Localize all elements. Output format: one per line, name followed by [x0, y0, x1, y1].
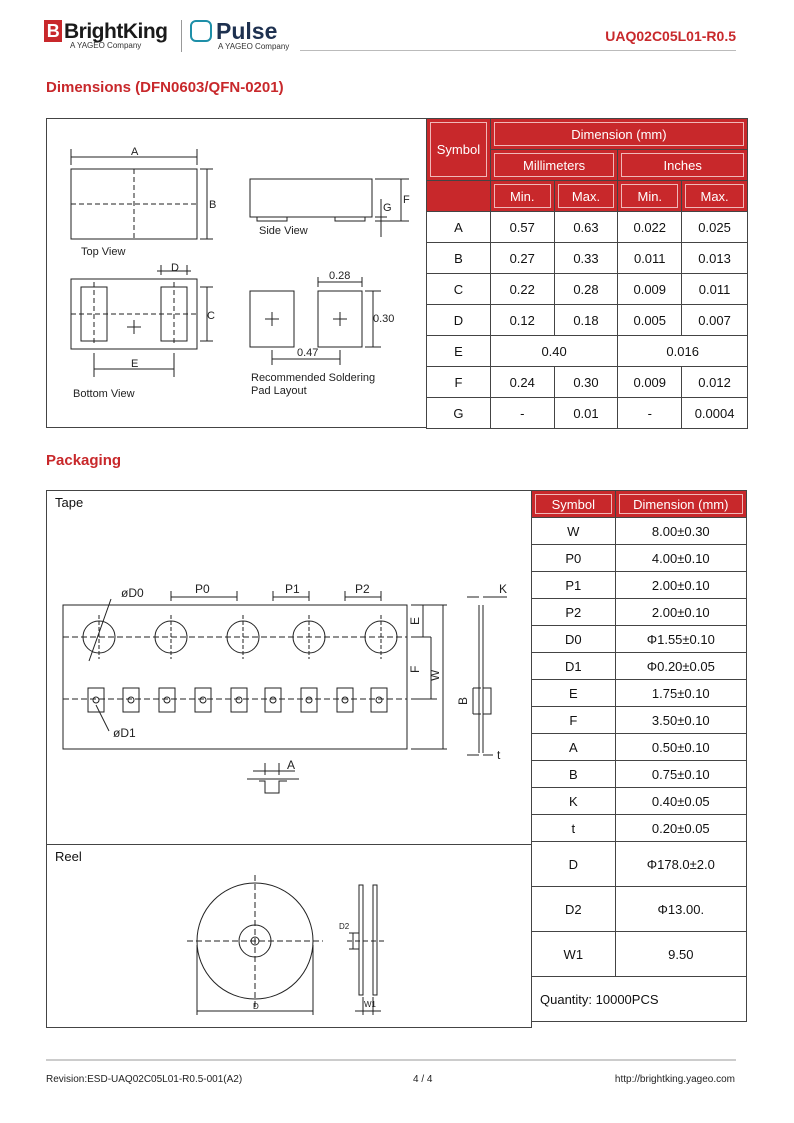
tape-f-label: F	[408, 665, 422, 673]
tape-d0-label: øD0	[121, 586, 144, 600]
row-in-min: 0.009	[618, 274, 682, 305]
tape-w-label: W	[428, 669, 442, 681]
pad-h-label: 0.30	[373, 313, 395, 325]
dim-g-label: G	[383, 202, 392, 214]
tape-d1-label: øD1	[113, 726, 136, 740]
row-in-max: 0.0004	[682, 398, 748, 429]
tape-drawing	[47, 491, 531, 844]
bottom-view-label: Bottom View	[73, 388, 135, 400]
dim-mm-header: Millimeters	[490, 150, 618, 181]
row-mm-max: 0.30	[554, 367, 618, 398]
footer-rule	[46, 1059, 736, 1061]
table-row	[427, 243, 748, 274]
tape-e-label: E	[408, 616, 422, 625]
table-row	[532, 815, 747, 842]
pulse-name: Pulse	[216, 18, 278, 44]
table-row	[427, 336, 748, 367]
row-value: 0.50±0.10	[615, 734, 746, 761]
footer-url[interactable]: http://brightking.yageo.com	[614, 1074, 735, 1085]
row-symbol: A	[532, 734, 616, 761]
row-in-max: 0.007	[682, 305, 748, 336]
dim-symbol-header: Symbol	[427, 119, 491, 181]
row-symbol: D	[427, 305, 491, 336]
tape-t-label: t	[497, 748, 501, 762]
row-in-min: -	[618, 398, 682, 429]
row-symbol: C	[427, 274, 491, 305]
row-symbol: G	[427, 398, 491, 429]
table-row	[532, 788, 747, 815]
pad-pitch-label: 0.47	[297, 347, 319, 359]
row-symbol: E	[427, 336, 491, 367]
row-symbol: D0	[532, 626, 616, 653]
pad-layout-label-1: Recommended Soldering	[251, 372, 376, 384]
row-symbol: B	[532, 761, 616, 788]
quantity-cell: Quantity: 10000PCS	[532, 977, 747, 1022]
logo-divider	[181, 20, 182, 52]
dim-d-label: D	[171, 262, 179, 274]
table-row	[532, 734, 747, 761]
dim-blank-header	[427, 181, 491, 212]
row-in-max: 0.012	[682, 367, 748, 398]
top-view-label: Top View	[81, 246, 126, 258]
row-in-merged: 0.016	[618, 336, 748, 367]
table-row	[427, 274, 748, 305]
dimensions-title: Dimensions (DFN0603/QFN-0201)	[46, 79, 284, 96]
reel-d2-label: D2	[339, 922, 350, 931]
table-row	[532, 518, 747, 545]
tape-b-label: B	[456, 696, 470, 705]
row-mm-merged: 0.40	[490, 336, 618, 367]
table-row	[532, 932, 747, 977]
table-row	[427, 398, 748, 429]
row-in-min: 0.011	[618, 243, 682, 274]
row-mm-min: -	[490, 398, 554, 429]
table-row	[532, 707, 747, 734]
row-mm-max: 0.01	[554, 398, 618, 429]
row-symbol: F	[532, 707, 616, 734]
row-symbol: K	[532, 788, 616, 815]
dimension-drawing-panel	[46, 118, 427, 428]
table-row	[532, 626, 747, 653]
pkg-symbol-header: Symbol	[532, 491, 616, 518]
row-in-max: 0.025	[682, 212, 748, 243]
row-value: 1.75±0.10	[615, 680, 746, 707]
row-mm-min: 0.12	[490, 305, 554, 336]
pulse-sub: A YAGEO Company	[218, 42, 290, 51]
table-row	[532, 599, 747, 626]
dim-c-label: C	[207, 310, 215, 322]
dimension-drawing	[47, 119, 426, 427]
row-mm-min: 0.22	[490, 274, 554, 305]
row-value: 9.50	[615, 932, 746, 977]
table-row	[532, 680, 747, 707]
header-rule	[300, 50, 736, 51]
tape-p0-label: P0	[195, 582, 210, 596]
dim-mm-min-header: Min.	[490, 181, 554, 212]
reel-drawing	[47, 845, 531, 1027]
footer-revision: Revision:ESD-UAQ02C05L01-R0.5-001(A2)	[46, 1074, 243, 1085]
table-row	[532, 761, 747, 788]
row-mm-max: 0.33	[554, 243, 618, 274]
row-mm-max: 0.28	[554, 274, 618, 305]
table-row	[532, 572, 747, 599]
pulse-mark-icon	[190, 20, 212, 42]
row-mm-max: 0.18	[554, 305, 618, 336]
dim-in-min-header: Min.	[618, 181, 682, 212]
brightking-logo	[44, 20, 167, 50]
row-symbol: F	[427, 367, 491, 398]
row-symbol: P1	[532, 572, 616, 599]
packaging-table	[531, 490, 747, 1022]
row-value: 3.50±0.10	[615, 707, 746, 734]
row-value: 0.40±0.05	[615, 788, 746, 815]
tape-p1-label: P1	[285, 582, 300, 596]
packaging-title: Packaging	[46, 452, 122, 469]
tape-p2-label: P2	[355, 582, 370, 596]
table-row	[427, 367, 748, 398]
brightking-sub: A YAGEO Company	[70, 41, 142, 50]
row-value: 2.00±0.10	[615, 599, 746, 626]
table-row	[532, 887, 747, 932]
row-value: Φ13.00.	[615, 887, 746, 932]
row-value: 2.00±0.10	[615, 572, 746, 599]
brightking-name: BrightKing	[64, 20, 168, 43]
part-number: UAQ02C05L01-R0.5	[605, 28, 736, 44]
table-row	[427, 212, 748, 243]
row-symbol: B	[427, 243, 491, 274]
row-symbol: P2	[532, 599, 616, 626]
reel-w1-label: W1	[364, 1000, 376, 1009]
row-symbol: D1	[532, 653, 616, 680]
dim-mm-max-header: Max.	[554, 181, 618, 212]
row-value: Φ0.20±0.05	[615, 653, 746, 680]
tape-label: Tape	[55, 495, 84, 510]
dim-b-label: B	[209, 199, 217, 211]
row-mm-min: 0.24	[490, 367, 554, 398]
side-view-body	[250, 179, 372, 217]
dim-e-label: E	[131, 358, 139, 370]
dim-f-label: F	[403, 194, 410, 206]
row-mm-min: 0.57	[490, 212, 554, 243]
row-value: 0.75±0.10	[615, 761, 746, 788]
tape-k-label: K	[499, 582, 508, 596]
side-view-label: Side View	[259, 225, 308, 237]
pulse-logo	[190, 18, 289, 51]
dim-in-header: Inches	[618, 150, 748, 181]
row-symbol: A	[427, 212, 491, 243]
row-symbol: E	[532, 680, 616, 707]
row-in-max: 0.013	[682, 243, 748, 274]
row-in-max: 0.011	[682, 274, 748, 305]
reel-label: Reel	[55, 849, 82, 864]
row-in-min: 0.005	[618, 305, 682, 336]
footer-page: 4 / 4	[413, 1074, 433, 1085]
table-row	[532, 545, 747, 572]
pad-layout-label-2: Pad Layout	[251, 385, 307, 397]
pkg-dimension-header: Dimension (mm)	[615, 491, 746, 518]
row-value: 8.00±0.30	[615, 518, 746, 545]
row-in-min: 0.022	[618, 212, 682, 243]
row-symbol: W1	[532, 932, 616, 977]
dim-a-label: A	[131, 146, 139, 158]
row-symbol: P0	[532, 545, 616, 572]
row-symbol: W	[532, 518, 616, 545]
reel-drawing-panel	[46, 844, 532, 1028]
pad-w-label: 0.28	[329, 270, 351, 282]
row-symbol: t	[532, 815, 616, 842]
reel-d-label: D	[253, 1002, 259, 1011]
table-row	[532, 653, 747, 680]
row-value: 0.20±0.05	[615, 815, 746, 842]
table-row	[532, 977, 747, 1022]
row-value: Φ178.0±2.0	[615, 842, 746, 887]
table-row	[532, 842, 747, 887]
row-in-min: 0.009	[618, 367, 682, 398]
dimension-table	[426, 118, 748, 429]
row-value: Φ1.55±0.10	[615, 626, 746, 653]
row-mm-max: 0.63	[554, 212, 618, 243]
brightking-mark-icon: B	[44, 20, 62, 42]
table-row	[427, 305, 748, 336]
dim-dimension-header: Dimension (mm)	[490, 119, 747, 150]
row-symbol: D	[532, 842, 616, 887]
dim-in-max-header: Max.	[682, 181, 748, 212]
row-symbol: D2	[532, 887, 616, 932]
tape-drawing-panel	[46, 490, 532, 845]
tape-a-label: A	[287, 758, 296, 772]
row-mm-min: 0.27	[490, 243, 554, 274]
row-value: 4.00±0.10	[615, 545, 746, 572]
